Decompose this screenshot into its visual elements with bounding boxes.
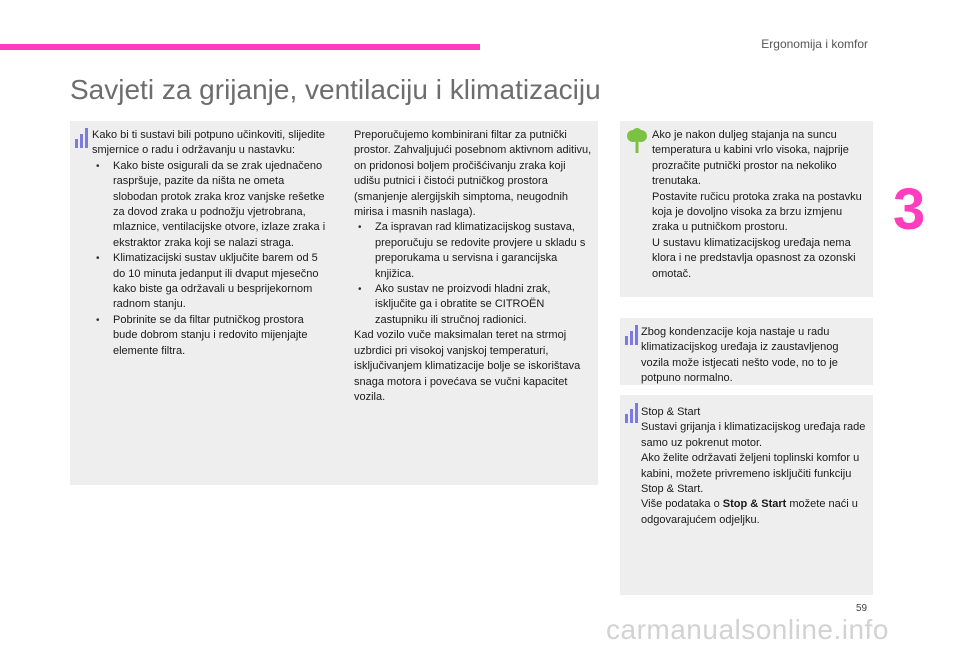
sun-tips-p3: U sustavu klimatizacijskog uređaja nema klora i ne predstavlja opasnost za ozonski omotač. <box>652 236 856 280</box>
header-accent-bar <box>0 44 480 50</box>
info-bars-icon <box>625 325 639 345</box>
stop-start-p2: Ako želite održavati željeni toplinski komfor u kabini, možete privremeno isključiti funkciju Stop & Start. <box>641 452 860 496</box>
stop-start-title: Stop & Start <box>641 406 701 418</box>
stop-start-p3-after: možete naći u odgovarajućem odjeljku. <box>641 498 858 526</box>
col2-intro: Preporučujemo kombinirani filtar za putnički prostor. Zahvaljujući posebnom aktivnom aditivu, on pridonosi boljem pročišćivanju zraka koji udišu putnici i čistoći putničkog prostora (smanjenje alergijskih simptoma, neugodnih mirisa i masnih naslaga). <box>354 129 592 219</box>
condensation-text: Zbog kondenzacije koja nastaje u radu klimatizacijskog uređaja iz zaustavljenog vozila može istjecati nešto vode, no to je potpuno normalno. <box>641 326 839 385</box>
info-bars-icon <box>625 403 639 423</box>
col1-bullet-2: • Klimatizacijski sustav uključite barem od 5 do 10 minuta jedanput ili dvaput mjesečno kako biste ga održavali u besprijekornom radnom stanju. <box>92 251 328 313</box>
stop-start-p3-bold: Stop & Start <box>722 498 787 511</box>
col2-outro: Kad vozilo vuče maksimalan teret na strmoj uzbrdici pri visokoj vanjskoj temperaturi, isključivanjem klimatizacije bolje se iskorištava snaga motora i povećava se vučni kapacitet vozila. <box>354 329 581 403</box>
watermark: carmanualsonline.info <box>606 614 889 645</box>
page-title: Savjeti za grijanje, ventilaciju i klimatizaciju <box>70 74 601 105</box>
section-title: Ergonomija i komfor <box>761 37 868 51</box>
info-bars-icon <box>75 128 89 148</box>
col1-text <box>92 128 328 359</box>
col1-bullet-3: • Pobrinite se da filtar putničkog prostora bude dobrom stanju i redovito mijenjajte elemente filtra. <box>92 313 328 359</box>
page-number: 59 <box>856 603 868 614</box>
col1-intro: Kako bi ti sustavi bili potpuno učinkoviti, slijedite smjernice o radu i održavanju u nastavku: <box>92 129 325 157</box>
sun-tips-p2: Postavite ručicu protoka zraka na postavku koja je dovoljno visoka za brzu izmjenu zraka u putničkom prostoru. <box>652 190 862 234</box>
col2-bullet-2: • Ako sustav ne proizvodi hladni zrak, isključite ga i obratite se CITROËN zastupniku ili stručnoj radionici. <box>354 282 594 328</box>
stop-start-p3-before: Više podataka o <box>641 498 723 511</box>
sun-tips-p1: Ako je nakon duljeg stajanja na suncu temperatura u kabini vrlo visoka, najprije prozračite putnički prostor na nekoliko trenutaka. <box>652 129 849 188</box>
col2-bullet-1: • Za ispravan rad klimatizacijskog sustava, preporučuju se redovite provjere u skladu s preporukama u servisna i garancijska knjižica. <box>354 220 594 282</box>
stop-start-text <box>641 405 867 528</box>
stop-start-p3 <box>641 497 867 528</box>
col1-bullet-1: • Kako biste osigurali da se zrak ujednačeno raspršuje, pazite da ništa ne ometa slobodan protok zraka kroz vanjske rešetke za dovod zraka u podnožju vjetrobrana, mlaznice, ventilacijske otvore, izlaze zraka i ekstraktor zraka koji se nalazi straga. <box>92 159 328 251</box>
stop-start-p1: Sustavi grijanja i klimatizacijskog uređaja rade samo uz pokrenut motor. <box>641 421 866 449</box>
col2-text <box>354 128 594 405</box>
sun-tips-text <box>652 128 870 282</box>
tree-icon <box>626 128 648 154</box>
chapter-number: 3 <box>893 177 926 242</box>
